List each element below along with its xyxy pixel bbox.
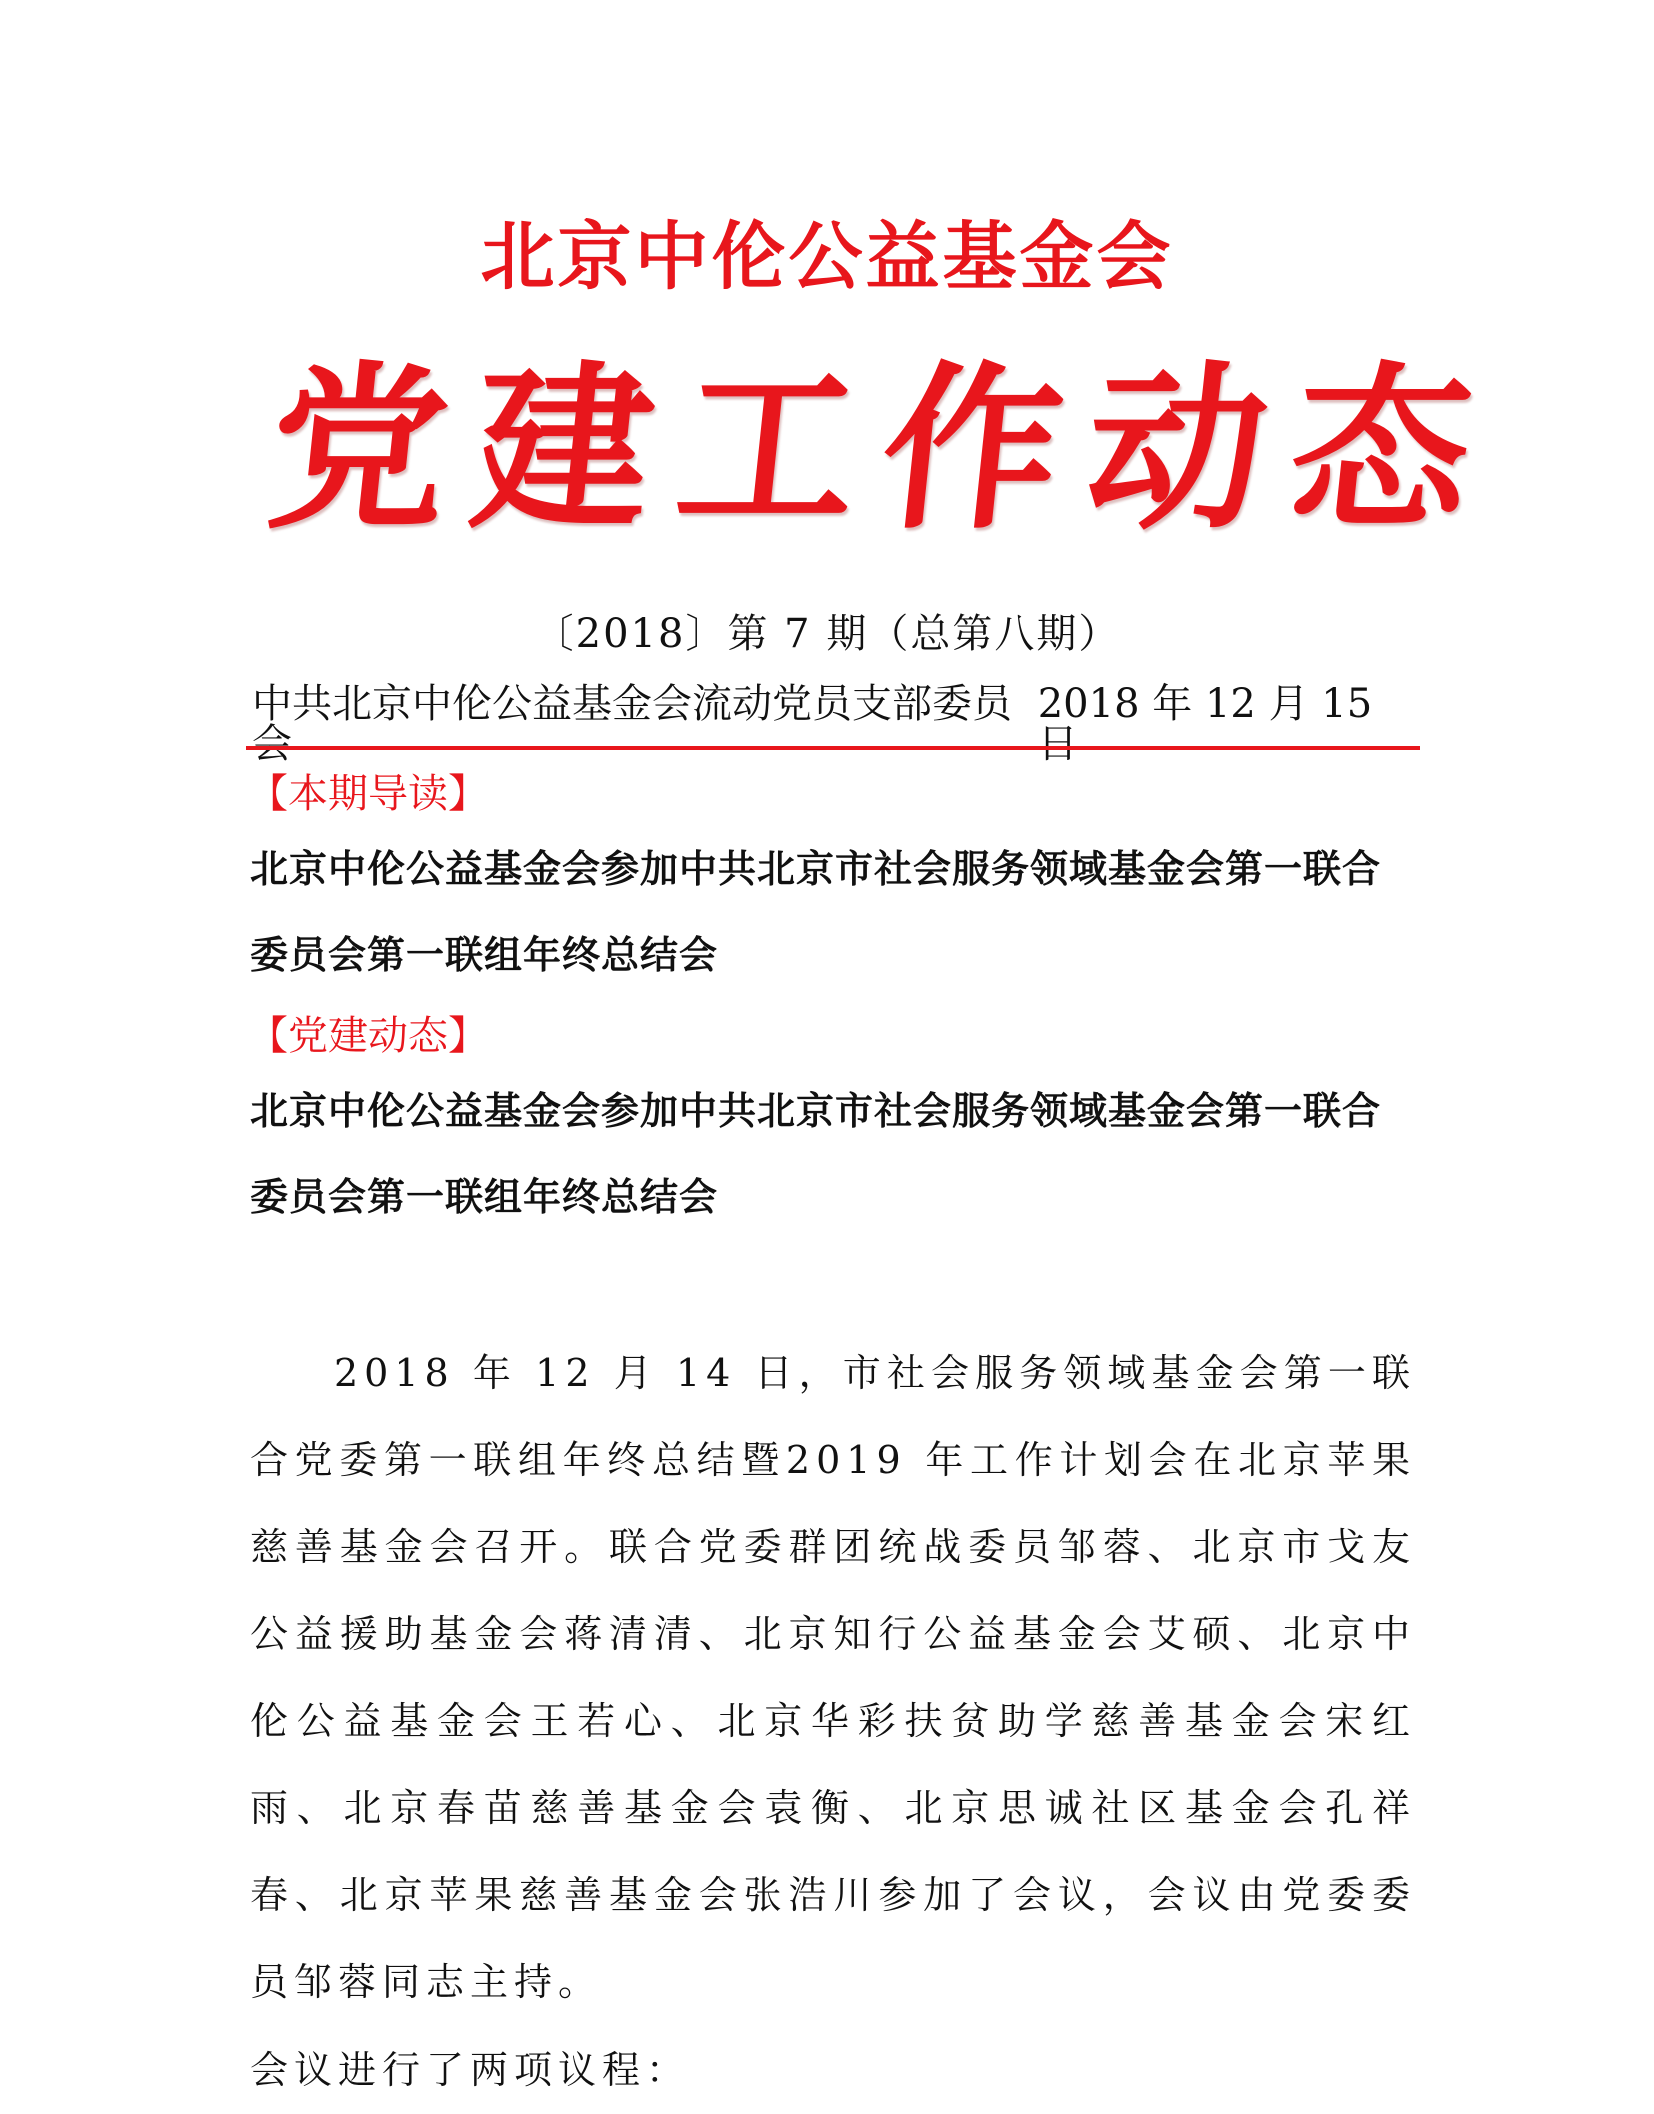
masthead-char: 工 (667, 344, 868, 553)
issue-number: 〔2018〕第 7 期（总第八期） (533, 611, 1121, 657)
masthead-char: 态 (1281, 344, 1481, 553)
masthead-char: 动 (1076, 344, 1277, 553)
agenda-intro: 会议进行了两项议程： (250, 2048, 691, 2092)
preview-headline: 北京中伦公益基金会参加中共北京市社会服务领域基金会第一联合委员会第一联组年终总结会 (250, 847, 1382, 977)
masthead-title (259, 344, 1481, 553)
masthead-char: 党 (259, 344, 460, 553)
news-section-tag: 【党建动态】 (248, 1013, 488, 1059)
publish-date: 2018 年 12 月 15 日 (1037, 681, 1373, 767)
publisher-name: 中共北京中伦公益基金会流动党员支部委员会 (252, 681, 1012, 767)
publisher-row (252, 681, 1418, 767)
news-headline: 北京中伦公益基金会参加中共北京市社会服务领域基金会第一联合委员会第一联组年终总结会 (250, 1089, 1382, 1219)
body-paragraph: 2018 年 12 月 14 日，市社会服务领域基金会第一联合党委第一联组年终总结暨2019 年工作计划会在北京苹果慈善基金会召开。联合党委群团统战委员邹蓉、北京市戈友公益援助基金会蒋清清、北京知行公益基金会艾硕、北京中伦公益基金会王若心、北京华彩扶贫助学慈善基金会宋红雨、北京春苗慈善基金会袁衡、北京思诚社区基金会孔祥春、北京苹果慈善基金会张浩川参加了会议，会议由党委委员邹蓉同志主持。 (250, 1351, 1416, 2004)
preview-section-tag: 【本期导读】 (248, 771, 488, 817)
organization-title: 北京中伦公益基金会 (480, 214, 1174, 300)
masthead-char: 建 (463, 344, 664, 553)
masthead-char: 作 (872, 344, 1073, 553)
header-divider (246, 746, 1420, 750)
